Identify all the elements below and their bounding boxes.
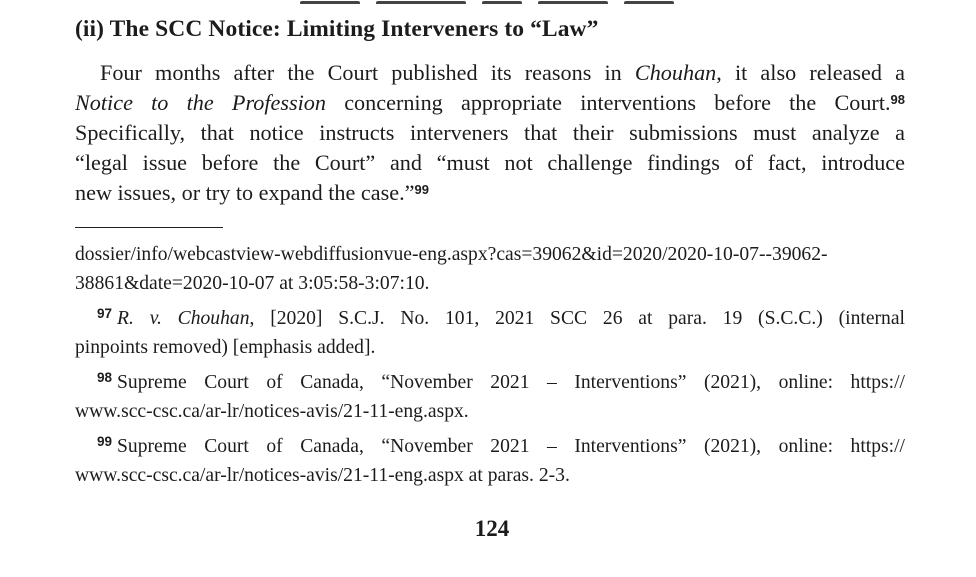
body-paragraph (75, 58, 905, 208)
paragraph-line (75, 88, 905, 118)
text-run: Supreme Court of Canada, “November 2021 – Interventions” (2021), online: https:// (117, 372, 905, 393)
case-name-italic: Chouhan (634, 60, 717, 85)
text-run: Supreme Court of Canada, “November 2021 – Interventions” (2021), online: https:// (117, 436, 905, 457)
footnote-98-url-line[interactable]: www.scc-csc.ca/ar-lr/notices-avis/21-11-eng.aspx. (75, 401, 469, 422)
paragraph-line (75, 58, 905, 88)
cut-off-text-fragment (300, 0, 720, 4)
footnote-number: 97 (97, 306, 113, 321)
case-name-italic: R. v. Chouhan (117, 308, 250, 329)
footnotes-block (75, 240, 905, 490)
footnote-number: 98 (97, 370, 113, 385)
footnote-continuation-line: 38861&date=2020-10-07 at 3:05:58-3:07:10. (75, 273, 430, 294)
footnote-reference-98[interactable]: 98 (890, 92, 905, 107)
footnote-continuation-line: dossier/info/webcastview-webdiffusionvue-eng.aspx?cas=39062&id=2020/2020-10-07--39062- (75, 244, 828, 265)
footnote-reference-99[interactable]: 99 (414, 182, 429, 197)
section-heading: (ii) The SCC Notice: Limiting Interveners to “Law” (75, 16, 599, 42)
notice-title-italic: Notice to the Profession (75, 90, 326, 115)
text-run: new issues, or try to expand the case.” (75, 180, 415, 205)
paragraph-line (75, 178, 905, 208)
footnote-99-url-line[interactable]: www.scc-csc.ca/ar-lr/notices-avis/21-11-eng.aspx at paras. 2-3. (75, 465, 570, 486)
footnote-number: 99 (97, 434, 113, 449)
footnote-97 (75, 304, 905, 333)
text-run: Four months after the Court published its reasons in (100, 60, 635, 85)
footnote-98 (75, 368, 905, 397)
text-run: , [2020] S.C.J. No. 101, 2021 SCC 26 at para. 19 (S.C.C.) (internal (249, 308, 905, 329)
text-run: , it also released a (716, 60, 905, 85)
paragraph-line: Specifically, that notice instructs interveners that their submissions must analyze a (75, 120, 905, 145)
footnote-99 (75, 432, 905, 461)
footnote-97-line-2: pinpoints removed) [emphasis added]. (75, 337, 376, 358)
footnote-separator-rule (75, 227, 223, 228)
paragraph-line: “legal issue before the Court” and “must not challenge findings of fact, introduce (75, 150, 905, 175)
page-number: 124 (474, 516, 510, 541)
text-run: concerning appropriate interventions before the Court. (326, 90, 891, 115)
